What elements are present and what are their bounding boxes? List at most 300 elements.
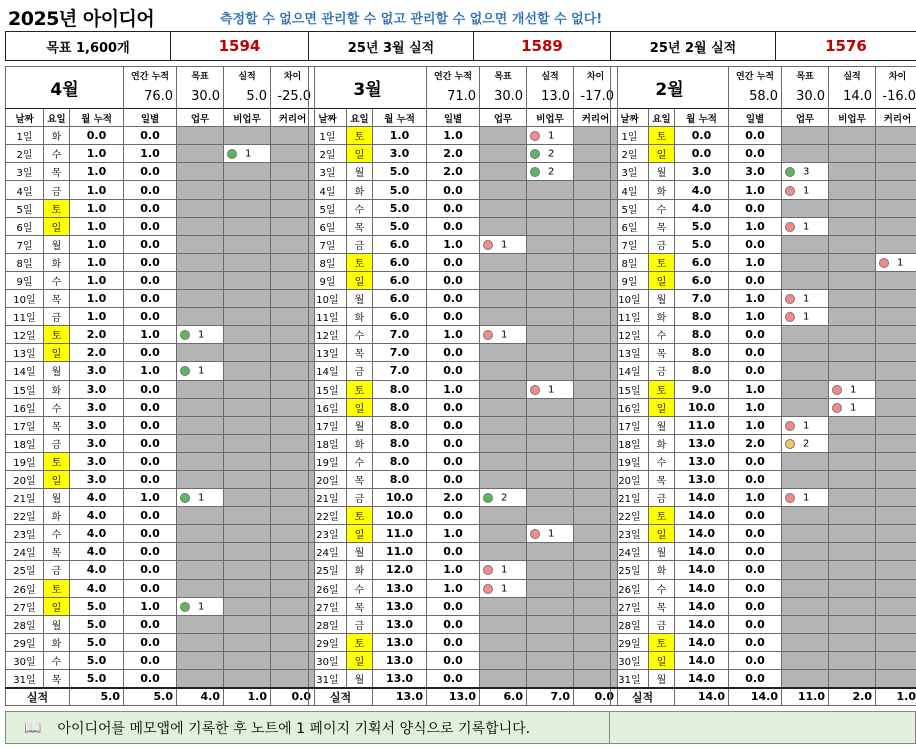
daily-cell: 0.0 — [124, 434, 177, 452]
date-cell: 13일 — [611, 344, 649, 362]
status-dot-icon — [832, 385, 842, 395]
month-cum-cell: 1.0 — [70, 181, 124, 199]
daily-cell: 0.0 — [427, 199, 480, 217]
work-cell — [480, 651, 527, 669]
table-row — [6, 308, 315, 326]
dow-cell: 일 — [347, 651, 373, 669]
dow-cell: 화 — [347, 181, 373, 199]
daily-cell: 0.0 — [729, 145, 782, 163]
date-cell: 26일 — [611, 579, 649, 597]
month-cum-cell: 1.0 — [70, 235, 124, 253]
table-row — [6, 217, 315, 235]
month-cum-cell: 4.0 — [70, 489, 124, 507]
month-cum-cell: 11.0 — [373, 525, 427, 543]
march-value: 1589 — [474, 32, 611, 61]
date-cell: 28일 — [6, 615, 44, 633]
daily-cell: 0.0 — [729, 235, 782, 253]
status-dot-icon — [785, 186, 795, 196]
table-row — [309, 253, 618, 271]
month-cum-cell: 11.0 — [373, 543, 427, 561]
career-cell — [876, 489, 916, 507]
daily-cell: 0.0 — [124, 398, 177, 416]
footer-text: 아이디어를 메모앱에 기록한 후 노트에 1 페이지 기획서 양식으로 기록합니다. — [57, 720, 531, 737]
table-row — [309, 489, 618, 507]
status-dot-icon — [785, 421, 795, 431]
table-row — [611, 271, 916, 289]
work-cell — [782, 398, 829, 416]
work-cell — [177, 651, 224, 669]
month-cum-cell: 12.0 — [373, 561, 427, 579]
table-row — [309, 344, 618, 362]
dow-header: 요일 — [44, 109, 70, 127]
status-dot-icon — [785, 439, 795, 449]
date-cell: 15일 — [611, 380, 649, 398]
month-cum-cell: 8.0 — [373, 434, 427, 452]
table-row — [611, 543, 916, 561]
dow-cell: 수 — [347, 579, 373, 597]
nonwork-cell — [829, 670, 876, 688]
daily-cell: 1.0 — [729, 253, 782, 271]
work-cell — [177, 290, 224, 308]
nonwork-cell — [527, 579, 574, 597]
daily-header: 일별 — [729, 109, 782, 127]
status-dot-icon — [180, 366, 190, 376]
daily-cell: 0.0 — [124, 217, 177, 235]
nonwork-cell — [829, 525, 876, 543]
career-cell — [876, 235, 916, 253]
date-cell: 25일 — [309, 561, 347, 579]
dow-cell: 일 — [649, 145, 675, 163]
career-header: 커리어 — [574, 109, 618, 127]
date-cell: 29일 — [6, 633, 44, 651]
month-cum-cell: 3.0 — [675, 163, 729, 181]
daily-cell: 0.0 — [427, 597, 480, 615]
dow-cell: 화 — [347, 434, 373, 452]
month-cum-cell: 13.0 — [373, 633, 427, 651]
daily-cell: 0.0 — [729, 615, 782, 633]
work-cell — [480, 199, 527, 217]
nonwork-cell — [224, 470, 271, 488]
daily-cell: 0.0 — [427, 543, 480, 561]
table-row — [309, 561, 618, 579]
table-row — [6, 543, 315, 561]
daily-cell: 0.0 — [729, 543, 782, 561]
dow-cell: 월 — [347, 290, 373, 308]
month-table — [610, 66, 916, 706]
table-row — [309, 670, 618, 688]
date-cell: 23일 — [611, 525, 649, 543]
work-header: 업무 — [480, 109, 527, 127]
nonwork-cell — [829, 362, 876, 380]
table-row — [6, 507, 315, 525]
table-row — [309, 235, 618, 253]
nonwork-cell — [527, 253, 574, 271]
career-cell — [876, 651, 916, 669]
month-cum-cell: 3.0 — [70, 416, 124, 434]
table-row — [611, 579, 916, 597]
total-value: 4.0 — [177, 688, 224, 706]
month-cum-cell: 4.0 — [70, 525, 124, 543]
dow-cell: 금 — [649, 235, 675, 253]
nonwork-cell — [224, 525, 271, 543]
work-cell — [177, 163, 224, 181]
work-cell — [782, 651, 829, 669]
nonwork-cell — [224, 489, 271, 507]
table-row — [611, 290, 916, 308]
date-cell: 1일 — [6, 127, 44, 145]
idea-count: 1 — [803, 492, 810, 504]
diff-value: -25.0 — [271, 85, 315, 109]
table-row — [309, 326, 618, 344]
work-cell — [480, 271, 527, 289]
dow-cell: 목 — [649, 217, 675, 235]
date-cell: 4일 — [309, 181, 347, 199]
nonwork-cell — [829, 507, 876, 525]
status-dot-icon — [483, 565, 493, 575]
nonwork-cell — [224, 380, 271, 398]
month-cum-cell: 14.0 — [675, 597, 729, 615]
month-name: 2월 — [611, 67, 729, 109]
daily-cell: 0.0 — [124, 199, 177, 217]
date-cell: 4일 — [611, 181, 649, 199]
march-label: 25년 3월 실적 — [309, 32, 474, 61]
table-row — [6, 362, 315, 380]
career-cell — [876, 145, 916, 163]
month-cum-cell: 13.0 — [373, 579, 427, 597]
work-cell — [782, 199, 829, 217]
idea-count: 1 — [803, 420, 810, 432]
total-value: 13.0 — [373, 688, 427, 706]
daily-cell: 2.0 — [427, 145, 480, 163]
daily-cell: 0.0 — [729, 670, 782, 688]
nonwork-cell — [527, 543, 574, 561]
work-cell — [480, 235, 527, 253]
table-row — [611, 199, 916, 217]
date-cell: 24일 — [611, 543, 649, 561]
table-row — [6, 470, 315, 488]
nonwork-cell — [527, 651, 574, 669]
work-cell — [177, 525, 224, 543]
date-cell: 16일 — [611, 398, 649, 416]
idea-count: 2 — [548, 166, 555, 178]
status-dot-icon — [785, 312, 795, 322]
nonwork-cell — [829, 253, 876, 271]
month-cum-cell: 14.0 — [675, 615, 729, 633]
work-cell — [480, 163, 527, 181]
dow-cell: 화 — [44, 633, 70, 651]
daily-cell: 0.0 — [124, 579, 177, 597]
dow-cell: 토 — [649, 253, 675, 271]
table-row — [611, 615, 916, 633]
dow-cell: 화 — [649, 434, 675, 452]
total-value: 0.0 — [574, 688, 618, 706]
dow-cell: 일 — [649, 525, 675, 543]
dow-cell: 금 — [44, 181, 70, 199]
nonwork-cell — [829, 543, 876, 561]
daily-cell: 1.0 — [124, 362, 177, 380]
daily-cell: 1.0 — [427, 127, 480, 145]
nonwork-cell — [829, 434, 876, 452]
nonwork-cell — [224, 434, 271, 452]
month-cum-cell: 7.0 — [373, 362, 427, 380]
date-cell: 13일 — [6, 344, 44, 362]
month-cum-cell: 5.0 — [70, 651, 124, 669]
nonwork-cell — [829, 398, 876, 416]
nonwork-cell — [527, 633, 574, 651]
table-row — [6, 145, 315, 163]
daily-cell: 0.0 — [427, 253, 480, 271]
career-cell — [876, 470, 916, 488]
nonwork-cell — [829, 199, 876, 217]
work-cell — [480, 145, 527, 163]
work-cell — [480, 507, 527, 525]
book-icon: 📖 — [24, 719, 42, 736]
idea-count: 2 — [803, 438, 810, 450]
idea-count: 1 — [548, 130, 555, 142]
date-cell: 25일 — [611, 561, 649, 579]
dow-header: 요일 — [347, 109, 373, 127]
work-cell — [782, 452, 829, 470]
career-cell — [876, 362, 916, 380]
dow-cell: 월 — [44, 489, 70, 507]
date-cell: 19일 — [309, 452, 347, 470]
diff-label: 차이 — [574, 67, 618, 85]
daily-cell: 0.0 — [427, 434, 480, 452]
daily-cell: 0.0 — [124, 561, 177, 579]
nonwork-cell — [527, 145, 574, 163]
dow-cell: 토 — [347, 507, 373, 525]
month-cum-cell: 6.0 — [373, 271, 427, 289]
work-cell — [480, 579, 527, 597]
work-cell — [177, 507, 224, 525]
month-cum-cell: 8.0 — [373, 470, 427, 488]
nonwork-cell — [224, 326, 271, 344]
work-cell — [782, 597, 829, 615]
status-dot-icon — [483, 584, 493, 594]
total-row — [6, 688, 315, 706]
table-row — [6, 290, 315, 308]
nonwork-cell — [224, 615, 271, 633]
work-cell — [480, 308, 527, 326]
work-cell — [782, 543, 829, 561]
career-cell — [876, 452, 916, 470]
date-cell: 3일 — [611, 163, 649, 181]
dow-cell: 토 — [44, 579, 70, 597]
date-cell: 30일 — [6, 651, 44, 669]
date-cell: 22일 — [6, 507, 44, 525]
date-cell: 3일 — [6, 163, 44, 181]
month-cum-cell: 9.0 — [675, 380, 729, 398]
month-cum-cell: 14.0 — [675, 633, 729, 651]
dow-cell: 월 — [649, 290, 675, 308]
table-row — [309, 651, 618, 669]
month-cum-cell: 1.0 — [70, 145, 124, 163]
work-cell — [782, 290, 829, 308]
dow-cell: 목 — [347, 470, 373, 488]
dow-cell: 금 — [347, 362, 373, 380]
nonwork-cell — [224, 579, 271, 597]
month-table — [308, 66, 618, 706]
dow-cell: 화 — [649, 181, 675, 199]
date-cell: 14일 — [611, 362, 649, 380]
work-cell — [177, 217, 224, 235]
month-cum-cell: 5.0 — [675, 217, 729, 235]
table-row — [611, 633, 916, 651]
date-cell: 21일 — [309, 489, 347, 507]
table-row — [6, 525, 315, 543]
work-cell — [782, 181, 829, 199]
month-cum-cell: 5.0 — [675, 235, 729, 253]
work-cell — [480, 615, 527, 633]
work-cell — [782, 579, 829, 597]
nonwork-cell — [527, 434, 574, 452]
work-cell — [177, 434, 224, 452]
month-cum-cell: 3.0 — [70, 434, 124, 452]
date-cell: 20일 — [611, 470, 649, 488]
table-row — [309, 615, 618, 633]
dow-cell: 토 — [649, 127, 675, 145]
table-row — [309, 434, 618, 452]
date-cell: 18일 — [6, 434, 44, 452]
table-row — [6, 127, 315, 145]
dow-cell: 월 — [649, 163, 675, 181]
month-cum-cell: 8.0 — [675, 308, 729, 326]
dow-cell: 화 — [44, 380, 70, 398]
dow-cell: 수 — [649, 452, 675, 470]
nonwork-cell — [224, 271, 271, 289]
slogan: 측정할 수 없으면 관리할 수 없고 관리할 수 없으면 개선할 수 없다! — [220, 12, 603, 27]
daily-cell: 0.0 — [124, 525, 177, 543]
table-row — [611, 670, 916, 688]
month-cum-cell: 7.0 — [373, 344, 427, 362]
nonwork-cell — [527, 199, 574, 217]
table-row — [309, 380, 618, 398]
table-row — [309, 525, 618, 543]
nonwork-cell — [527, 452, 574, 470]
table-row — [309, 579, 618, 597]
table-row — [611, 434, 916, 452]
dow-cell: 목 — [44, 416, 70, 434]
dow-cell: 수 — [44, 398, 70, 416]
dow-cell: 금 — [44, 308, 70, 326]
daily-cell: 0.0 — [124, 271, 177, 289]
dow-cell: 목 — [649, 344, 675, 362]
month-cum-cell: 0.0 — [70, 127, 124, 145]
work-cell — [480, 326, 527, 344]
nonwork-cell — [527, 416, 574, 434]
dow-cell: 금 — [649, 362, 675, 380]
work-cell — [480, 633, 527, 651]
daily-cell: 2.0 — [427, 489, 480, 507]
status-dot-icon — [832, 403, 842, 413]
daily-cell: 0.0 — [729, 271, 782, 289]
date-cell: 5일 — [6, 199, 44, 217]
table-row — [611, 145, 916, 163]
month-cum-cell: 1.0 — [70, 163, 124, 181]
daily-cell: 0.0 — [124, 452, 177, 470]
month-cum-cell: 5.0 — [70, 633, 124, 651]
daily-cell: 2.0 — [427, 163, 480, 181]
date-cell: 4일 — [6, 181, 44, 199]
career-cell — [876, 579, 916, 597]
nonwork-cell — [829, 308, 876, 326]
daily-cell: 0.0 — [729, 199, 782, 217]
table-row — [6, 670, 315, 688]
work-cell — [782, 344, 829, 362]
date-cell: 2일 — [6, 145, 44, 163]
nonwork-cell — [224, 235, 271, 253]
dow-cell: 일 — [347, 271, 373, 289]
nonwork-cell — [829, 217, 876, 235]
idea-count: 3 — [803, 166, 810, 178]
work-cell — [177, 271, 224, 289]
table-row — [611, 217, 916, 235]
total-value: 5.0 — [124, 688, 177, 706]
status-dot-icon — [530, 149, 540, 159]
date-cell: 11일 — [611, 308, 649, 326]
date-cell: 26일 — [6, 579, 44, 597]
date-cell: 13일 — [309, 344, 347, 362]
nonwork-cell — [829, 651, 876, 669]
annual-value: 58.0 — [729, 85, 782, 109]
date-cell: 27일 — [309, 597, 347, 615]
date-cell: 2일 — [611, 145, 649, 163]
daily-cell: 1.0 — [124, 326, 177, 344]
daily-cell: 0.0 — [124, 470, 177, 488]
dow-cell: 일 — [44, 597, 70, 615]
nonwork-header: 비업무 — [527, 109, 574, 127]
daily-cell: 0.0 — [124, 308, 177, 326]
nonwork-cell — [224, 199, 271, 217]
date-cell: 8일 — [309, 253, 347, 271]
work-cell — [782, 308, 829, 326]
dow-cell: 목 — [347, 217, 373, 235]
table-row — [309, 308, 618, 326]
nonwork-cell — [224, 597, 271, 615]
nonwork-cell — [224, 651, 271, 669]
dow-cell: 토 — [347, 127, 373, 145]
goal-label: 목표 — [782, 67, 829, 85]
table-row — [309, 127, 618, 145]
month-cum-cell: 1.0 — [70, 199, 124, 217]
date-cell: 12일 — [309, 326, 347, 344]
status-dot-icon — [785, 222, 795, 232]
date-cell: 17일 — [309, 416, 347, 434]
month-cum-cell: 5.0 — [373, 181, 427, 199]
daily-cell: 0.0 — [427, 398, 480, 416]
daily-cell: 0.0 — [427, 507, 480, 525]
dow-cell: 금 — [44, 561, 70, 579]
dow-cell: 토 — [347, 380, 373, 398]
nonwork-cell — [224, 127, 271, 145]
date-cell: 7일 — [6, 235, 44, 253]
month-cum-header: 월 누적 — [70, 109, 124, 127]
work-cell — [480, 416, 527, 434]
work-cell — [177, 597, 224, 615]
month-cum-cell: 3.0 — [70, 362, 124, 380]
daily-cell: 1.0 — [729, 308, 782, 326]
table-row — [309, 398, 618, 416]
total-value: 2.0 — [829, 688, 876, 706]
month-cum-cell: 3.0 — [373, 145, 427, 163]
date-cell: 9일 — [309, 271, 347, 289]
idea-count: 1 — [803, 293, 810, 305]
daily-cell: 0.0 — [729, 597, 782, 615]
nonwork-cell — [527, 380, 574, 398]
nonwork-cell — [527, 127, 574, 145]
nonwork-cell — [224, 163, 271, 181]
daily-cell: 0.0 — [427, 452, 480, 470]
